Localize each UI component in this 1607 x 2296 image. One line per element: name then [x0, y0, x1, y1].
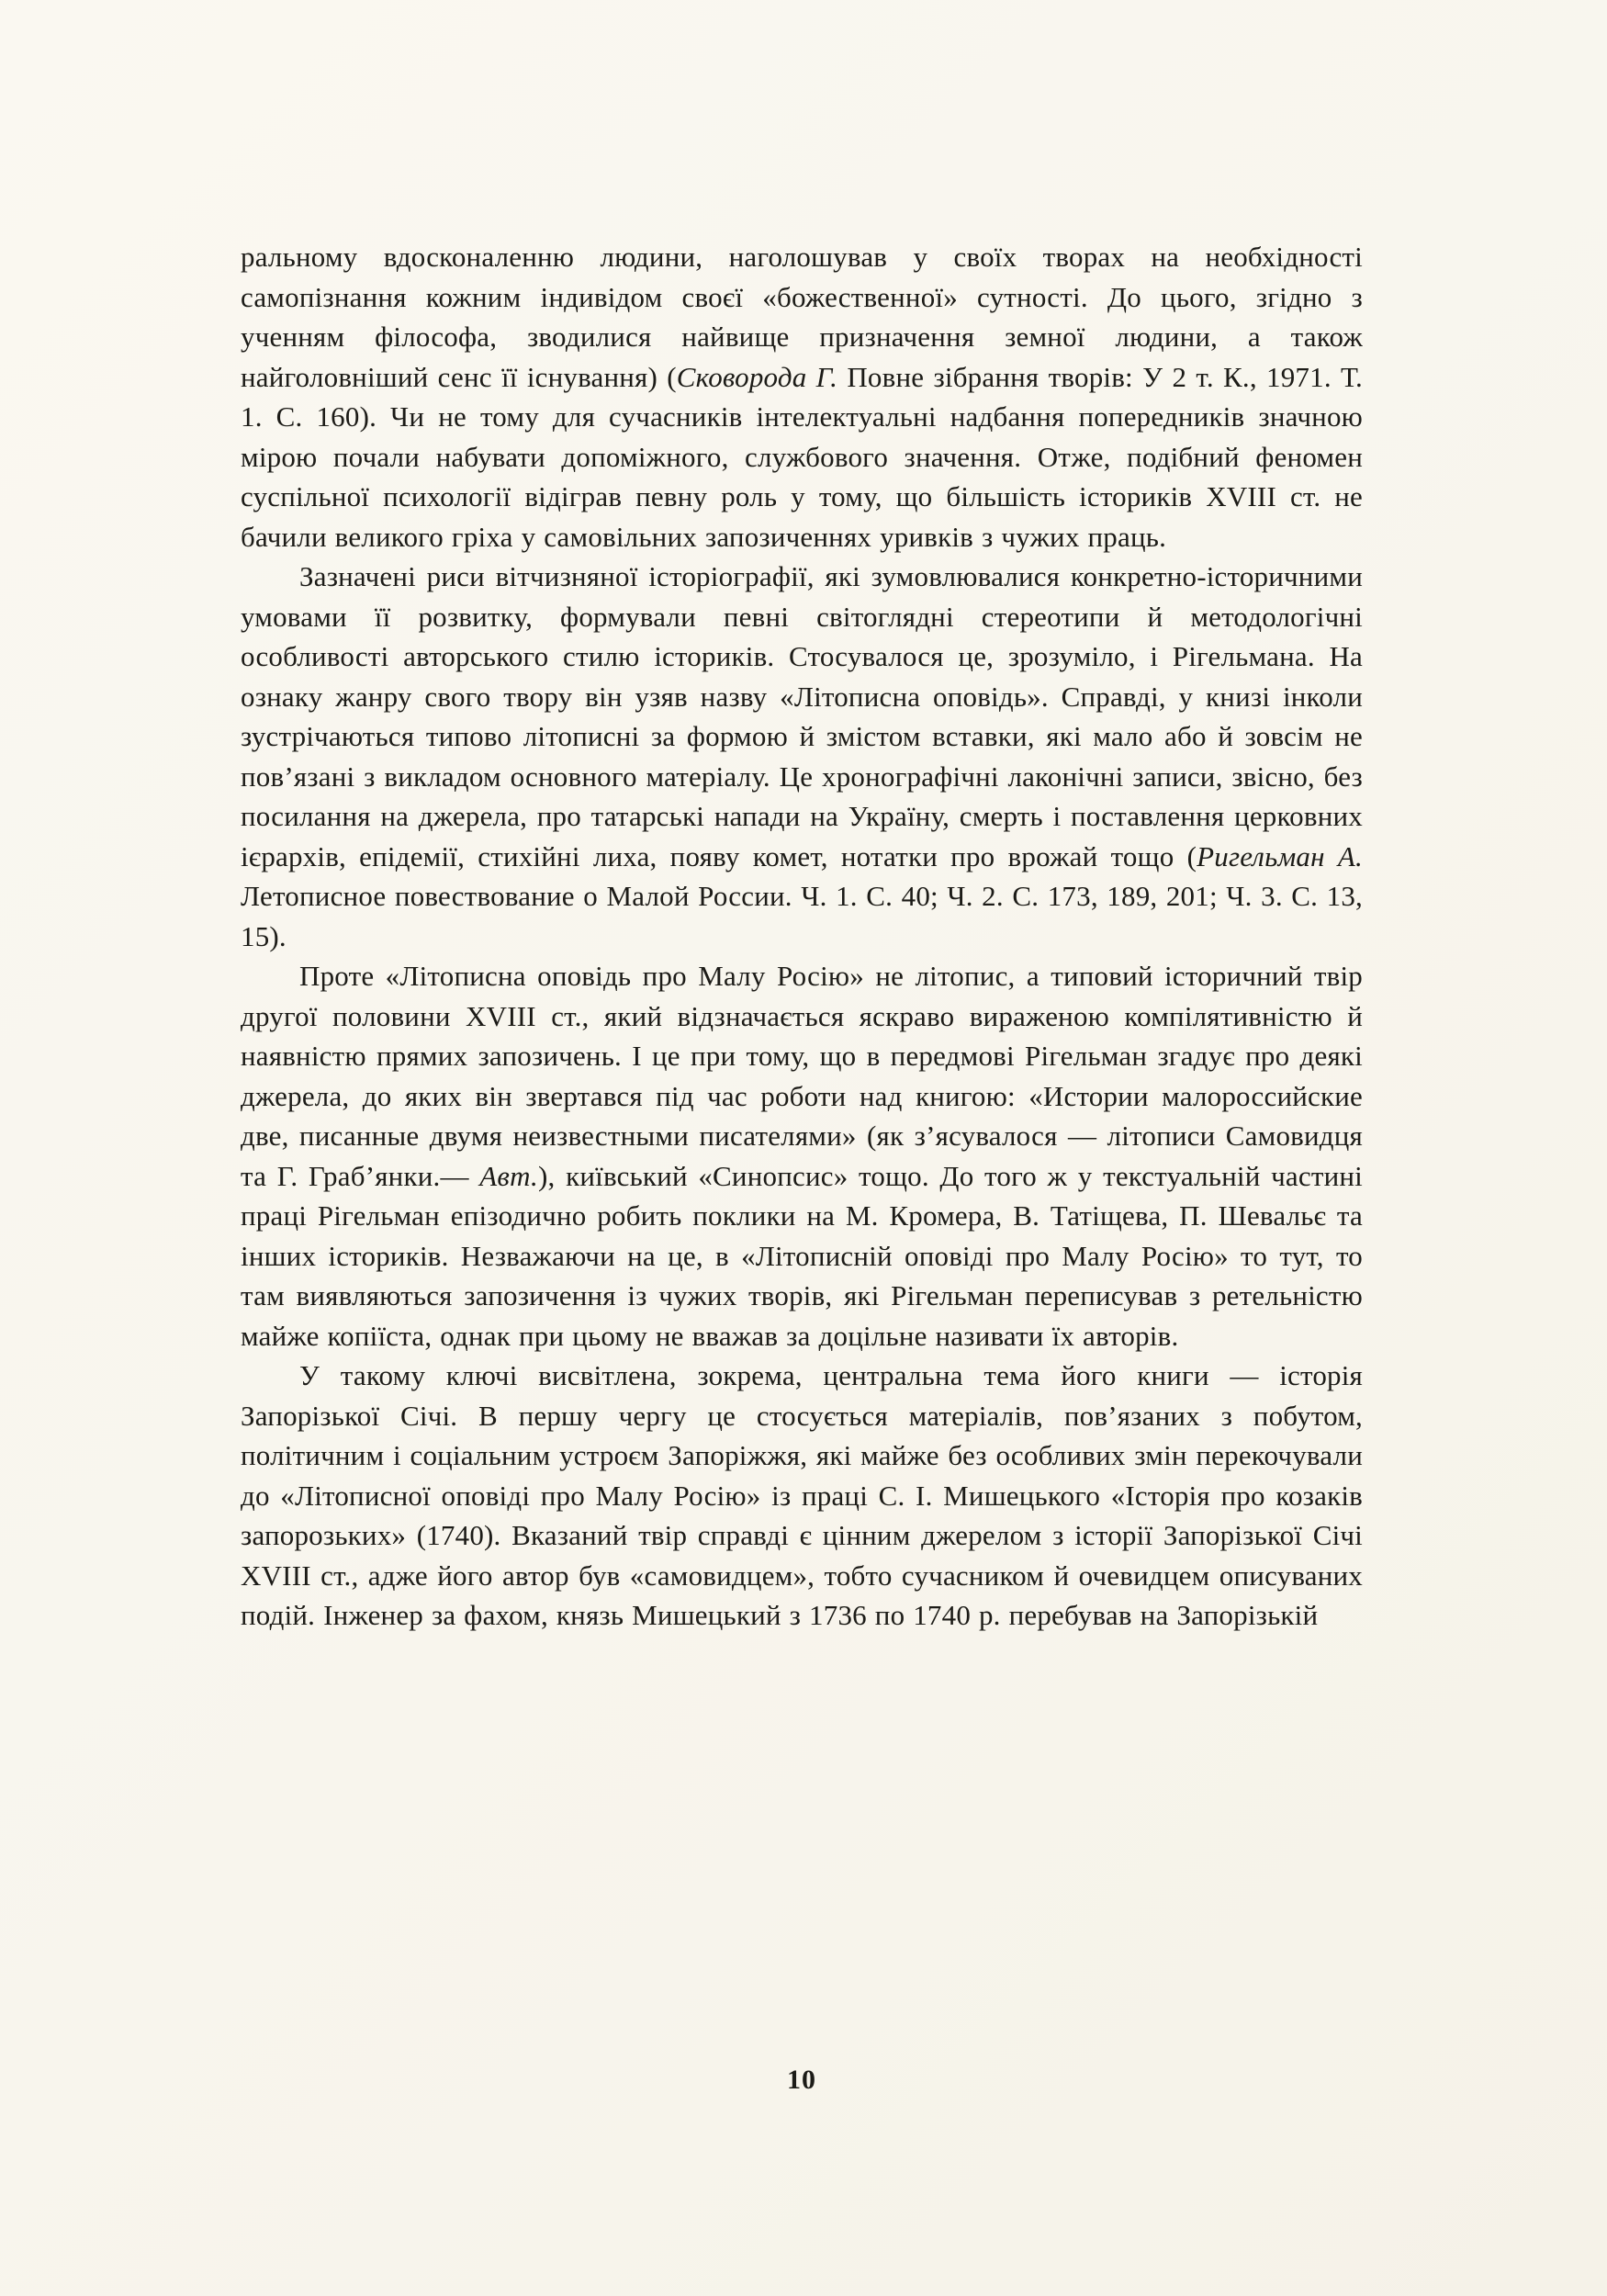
body-text: Летописное повествование о Малой России. Ч. 1. С. 40; Ч. 2. С. 173, 189, 201; Ч. 3. С. 13, 15). — [241, 880, 1363, 952]
citation-author: Авт. — [479, 1159, 538, 1192]
text-block — [241, 237, 1363, 1636]
citation-author: Сковорода Г. — [676, 360, 838, 393]
paragraph — [241, 237, 1363, 557]
paragraph — [241, 956, 1363, 1356]
citation-author: Ригельман А. — [1197, 839, 1363, 872]
body-text: Повне зібрання творів: У 2 т. К., 1971. Т. 1. С. 160). Чи не тому для сучасників інтелектуальні надбання попередників значною мірою почали набувати допоміжного, службового значення. Отже, подібний феномен суспільної психології відіграв певну роль у тому, що більшість істориків XVIII ст. не бачили великого гріха у самовільних запозиченнях уривків з чужих праць. — [241, 360, 1364, 553]
body-text: ральному вдосконаленню людини, наголошував у своїх творах на необхідності самопізнання кожним індивідом своєї «божественної» сутності. До цього, згідно з ученням філософа, зводилися найвище призначення земної людини, а також найголовніший сенс її існування) ( — [241, 241, 1363, 393]
body-text: Проте «Літописна оповідь про Малу Росію» не літопис, а типовий історичний твір другої половини XVIII ст., який відзначається яскраво вираженою компілятивністю й наявністю прямих запозичень. І це при тому, що в передмові Рігельман згадує про деякі джерела, до яких він звертався під час роботи над книгою: «Истории малороссийские две, писанные двумя неизвестными писателями» (як з’ясувалося — літописи Самовидця та Г. Граб’янки.— — [241, 960, 1363, 1192]
body-text: ), київський «Синопсис» тощо. До того ж у текстуальній частині праці Рігельман епізодично робить поклики на М. Кромера, В. Татіщева, П. Шевальє та інших істориків. Незважаючи на це, в «Літописній оповіді про Малу Росію» то тут, то там виявляються запозичення із чужих творів, які Рігельман переписував з ретельністю майже копіїста, однак при цьому не вважав за доцільне називати їх авторів. — [241, 1159, 1363, 1352]
paragraph — [241, 557, 1363, 956]
paragraph — [241, 1356, 1363, 1636]
body-text: У такому ключі висвітлена, зокрема, центральна тема його книги — історія Запорізької Січі. В першу чергу це стосується матеріалів, пов’язаних з побутом, політичним і соціальним устроєм Запоріжжя, які майже без особливих змін перекочували до «Літописної оповіді про Малу Росію» із праці С. І. Мишецького «Історія про козаків запорозьких» (1740). Вказаний твір справді є цінним джерелом з історії Запорізької Січі XVIII ст., адже його автор був «самовидцем», тобто сучасником й очевидцем описуваних подій. Інженер за фахом, князь Мишецький з 1736 по 1740 р. перебував на Запорізькій — [241, 1359, 1363, 1631]
page-number: 10 — [787, 2065, 816, 2095]
body-text: Зазначені риси вітчизняної історіографії, які зумовлювалися конкретно-історичними умовами її розвитку, формували певні світоглядні стереотипи й методологічні особливості авторського стилю істориків. Стосувалося це, зрозуміло, і Рігельмана. На ознаку жанру свого твору він узяв назву «Літописна оповідь». Справді, у книзі інколи зустрічаються типово літописні за формою й змістом вставки, які мало або й зовсім не пов’язані з викладом основного матеріалу. Це хронографічні лаконічні записи, звісно, без посилання на джерела, про татарські напади на Україну, смерть і поставлення церковних ієрархів, епідемії, стихійні лиха, появу комет, нотатки про врожай тощо ( — [241, 560, 1363, 872]
